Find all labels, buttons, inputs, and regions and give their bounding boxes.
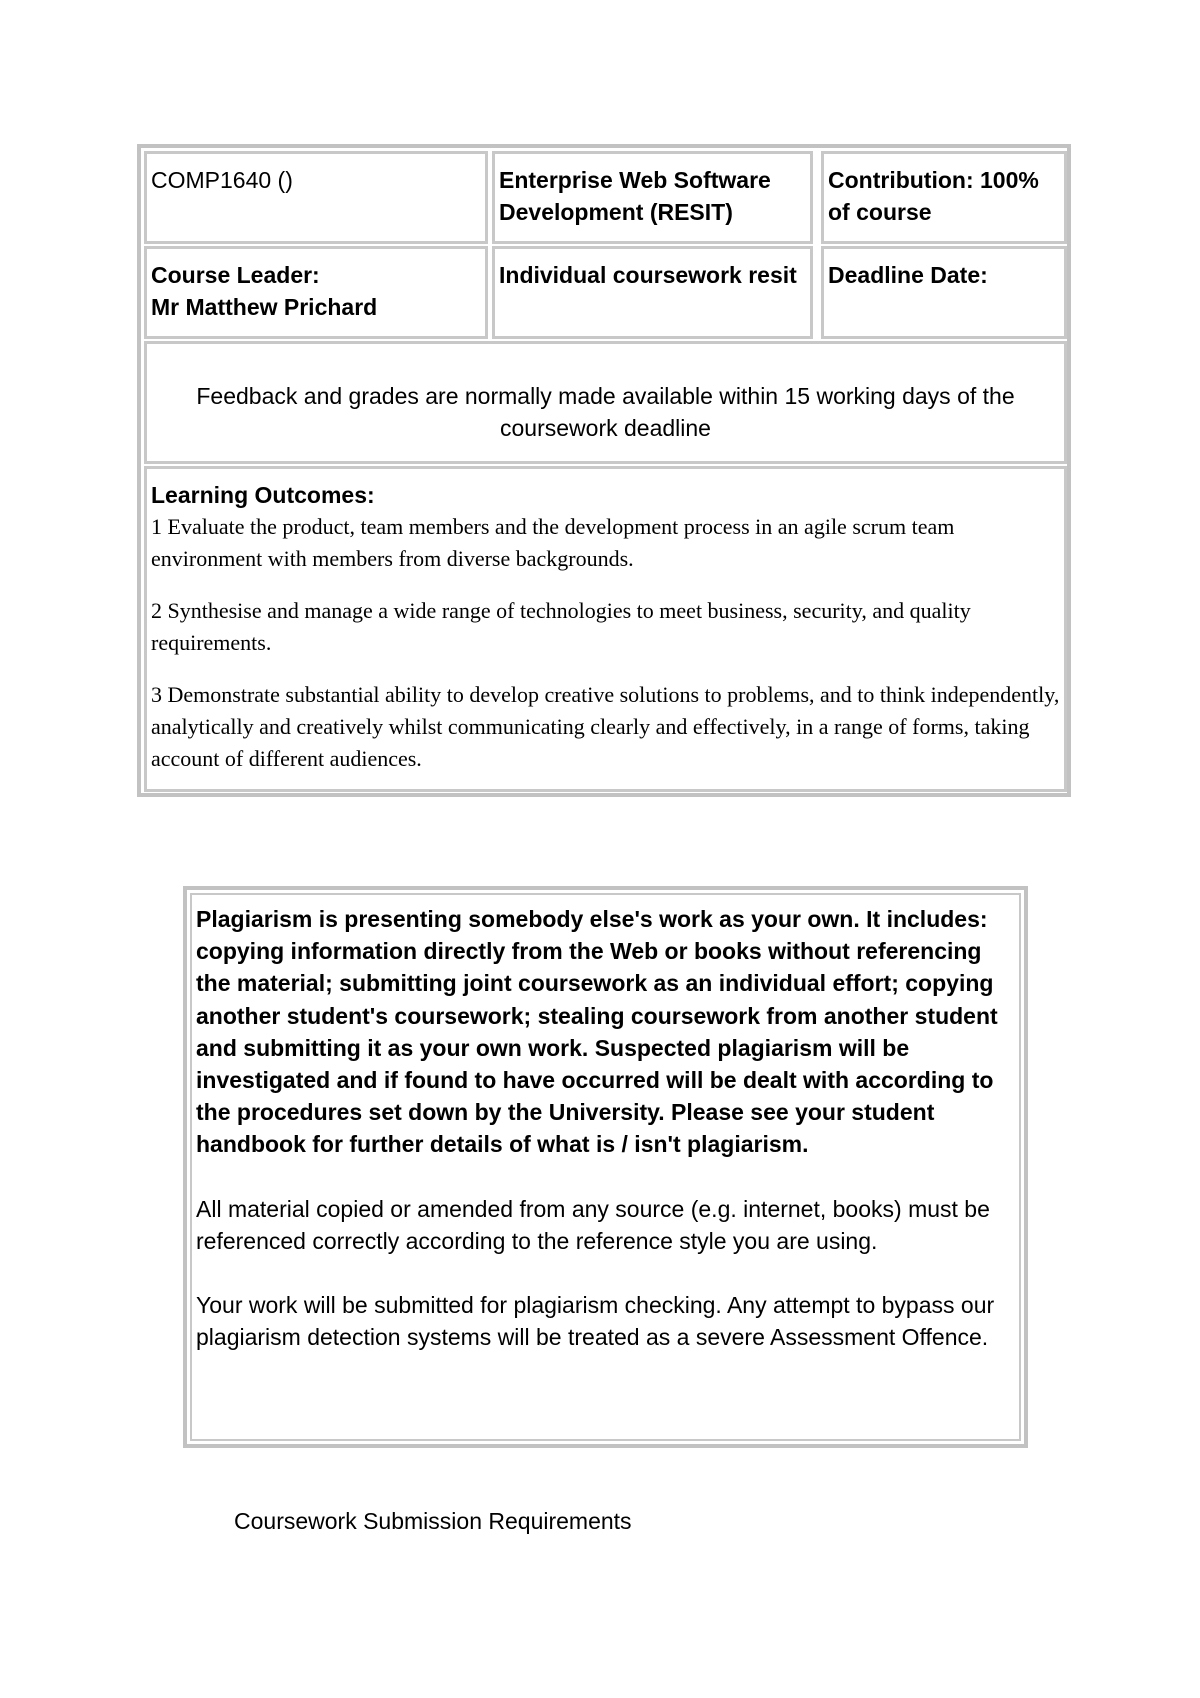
plagiarism-warning: Plagiarism is presenting somebody else's work as your own. It includes: copying information directly from the Web or books without referencing the material; submitting joint coursework as an individual effort; copying another student's coursework; stealing coursework from another student and submitting it as your own work. Suspected plagiarism will be investigated and if found to have occurred will be dealt with according to the procedures set down by the University. Please see your student handbook for further details of what is / isn't plagiarism. xyxy=(196,906,998,1158)
module-info-table xyxy=(137,144,1071,797)
module-code-cell xyxy=(144,151,488,244)
module-title-cell xyxy=(492,151,813,244)
deadline-cell xyxy=(821,246,1067,339)
course-leader-cell xyxy=(144,246,488,339)
assessment-type: Individual coursework resit xyxy=(499,262,797,288)
assessment-type-cell xyxy=(492,246,813,339)
plagiarism-notice-box xyxy=(183,886,1028,1448)
plagiarism-checking-note: Your work will be submitted for plagiarism checking. Any attempt to bypass our plagiarism detection systems will be treated as a severe Assessment Offence. xyxy=(196,1292,995,1351)
deadline-label: Deadline Date: xyxy=(828,262,988,288)
feedback-note: Feedback and grades are normally made available within 15 working days of the coursework deadline xyxy=(196,383,1015,441)
learning-outcome-1: 1 Evaluate the product, team members and the development process in an agile scrum team environment with members from diverse backgrounds. xyxy=(151,514,955,571)
contribution-cell xyxy=(821,151,1067,244)
plagiarism-notice-content xyxy=(190,893,1021,1441)
module-code: COMP1640 () xyxy=(151,167,293,193)
feedback-cell xyxy=(144,341,1067,464)
submission-requirements-heading: Coursework Submission Requirements xyxy=(234,1508,632,1534)
learning-outcomes-title: Learning Outcomes: xyxy=(151,482,375,508)
course-leader-name: Mr Matthew Prichard xyxy=(151,294,378,320)
course-leader-label: Course Leader: xyxy=(151,262,320,288)
module-title: Enterprise Web Software Development (RESIT) xyxy=(499,167,771,225)
contribution: Contribution: 100% of course xyxy=(828,167,1039,225)
referencing-requirement: All material copied or amended from any source (e.g. internet, books) must be referenced correctly according to the reference style you are using. xyxy=(196,1195,990,1254)
learning-outcome-2: 2 Synthesise and manage a wide range of technologies to meet business, security, and quality requirements. xyxy=(151,598,971,655)
learning-outcome-3: 3 Demonstrate substantial ability to develop creative solutions to problems, and to think independently, analytically and creatively whilst communicating clearly and effectively, in a range of forms, taking account of different audiences. xyxy=(151,682,1060,771)
learning-outcomes-cell xyxy=(144,466,1067,792)
